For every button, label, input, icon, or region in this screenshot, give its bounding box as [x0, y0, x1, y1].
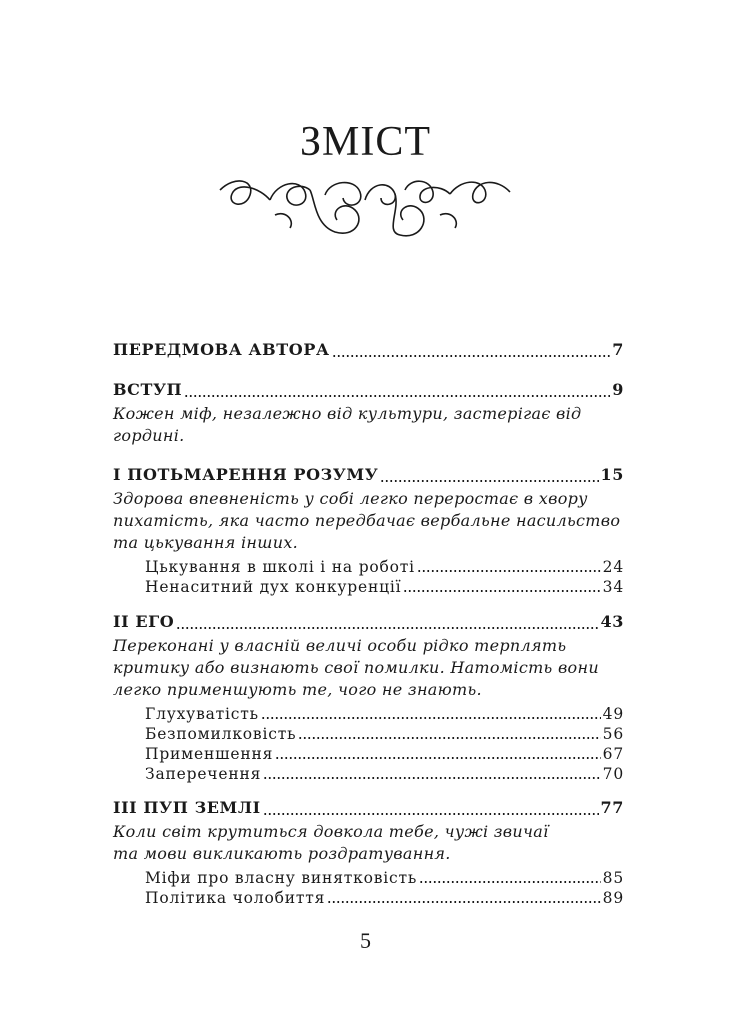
toc-subentry[interactable] [113, 888, 624, 908]
description-line: Здорова впевненість у собі легко переростає в хвору [113, 489, 588, 508]
entry-page: 43 [600, 612, 624, 631]
entry-title: III ПУП ЗЕМЛІ [113, 798, 261, 817]
section-description [113, 821, 624, 865]
dot-leader [184, 395, 610, 397]
toc-subentry[interactable] [113, 744, 624, 764]
toc-subentry[interactable] [113, 557, 624, 577]
toc-subentry[interactable] [113, 764, 624, 784]
subentry-page: 49 [602, 705, 624, 723]
toc-section [113, 798, 624, 908]
entry-title: ВСТУП [113, 380, 183, 399]
entry-title: II ЕГО [113, 612, 175, 631]
subentry-title: Применшення [145, 745, 274, 763]
description-line: та мови викликають роздратування. [113, 844, 451, 863]
subentry-page: 24 [602, 558, 624, 576]
subentry-title: Політика чолобиття [145, 889, 326, 907]
description-line: пихатість, яка часто передбачає вербальне насильство [113, 511, 621, 530]
subentry-title: Безпомилковість [145, 725, 297, 743]
toc-section [113, 612, 624, 784]
toc-section [113, 380, 624, 447]
description-line: Кожен міф, незалежно від культури, застерігає від [113, 404, 582, 423]
section-description [113, 488, 624, 554]
page-title: ЗМІСТ [299, 119, 432, 165]
dot-leader [261, 717, 601, 719]
toc-subentry[interactable] [113, 868, 624, 888]
description-line: та цькування інших. [113, 533, 299, 552]
dot-leader [275, 757, 601, 759]
dot-leader [403, 590, 600, 592]
dot-leader [380, 480, 598, 482]
entry-page: 7 [612, 340, 624, 359]
toc-subentry[interactable] [113, 704, 624, 724]
page-number: 5 [360, 928, 371, 953]
toc-entry[interactable] [113, 612, 624, 634]
description-line: Коли світ крутиться довкола тебе, чужі звичаї [113, 822, 549, 841]
subentry-title: Заперечення [145, 765, 262, 783]
section-description [113, 635, 624, 701]
entry-title: ПЕРЕДМОВА АВТОРА [113, 340, 330, 359]
entry-page: 15 [600, 465, 624, 484]
description-line: Переконані у власній величі особи рідко терплять [113, 636, 567, 655]
subentry-title: Глухуватість [145, 705, 259, 723]
dot-leader [176, 627, 598, 629]
dot-leader [419, 881, 601, 883]
dot-leader [327, 901, 601, 903]
dot-leader [332, 355, 611, 357]
entry-title: I ПОТЬМАРЕННЯ РОЗУМУ [113, 465, 379, 484]
description-line: критику або визнають свої помилки. Натомість вони [113, 658, 599, 677]
entry-page: 77 [600, 798, 624, 817]
subentry-page: 85 [602, 869, 624, 887]
toc-section [113, 340, 624, 362]
subentry-title: Цькування в школі і на роботі [145, 558, 415, 576]
subentry-page: 67 [602, 745, 624, 763]
subentry-page: 70 [602, 765, 624, 783]
toc-entry[interactable] [113, 340, 624, 362]
section-description [113, 403, 624, 447]
dot-leader [417, 570, 601, 572]
toc-entry[interactable] [113, 380, 624, 402]
toc-section [113, 465, 624, 597]
subentry-page: 56 [602, 725, 624, 743]
toc-subentry[interactable] [113, 577, 624, 597]
toc-subentry[interactable] [113, 724, 624, 744]
entry-page: 9 [612, 380, 624, 399]
description-line: легко применшують те, чого не знають. [113, 680, 482, 699]
subentry-title: Міфи про власну винятковість [145, 869, 418, 887]
subentry-page: 34 [602, 578, 624, 596]
toc-entry[interactable] [113, 798, 624, 820]
flourish-ornament-icon [215, 170, 515, 245]
dot-leader [263, 813, 599, 815]
subentry-title: Ненаситний дух конкуренції [145, 578, 402, 596]
dot-leader [263, 777, 601, 779]
subentry-page: 89 [602, 889, 624, 907]
description-line: гордині. [113, 426, 185, 445]
dot-leader [298, 737, 600, 739]
toc-entry[interactable] [113, 465, 624, 487]
